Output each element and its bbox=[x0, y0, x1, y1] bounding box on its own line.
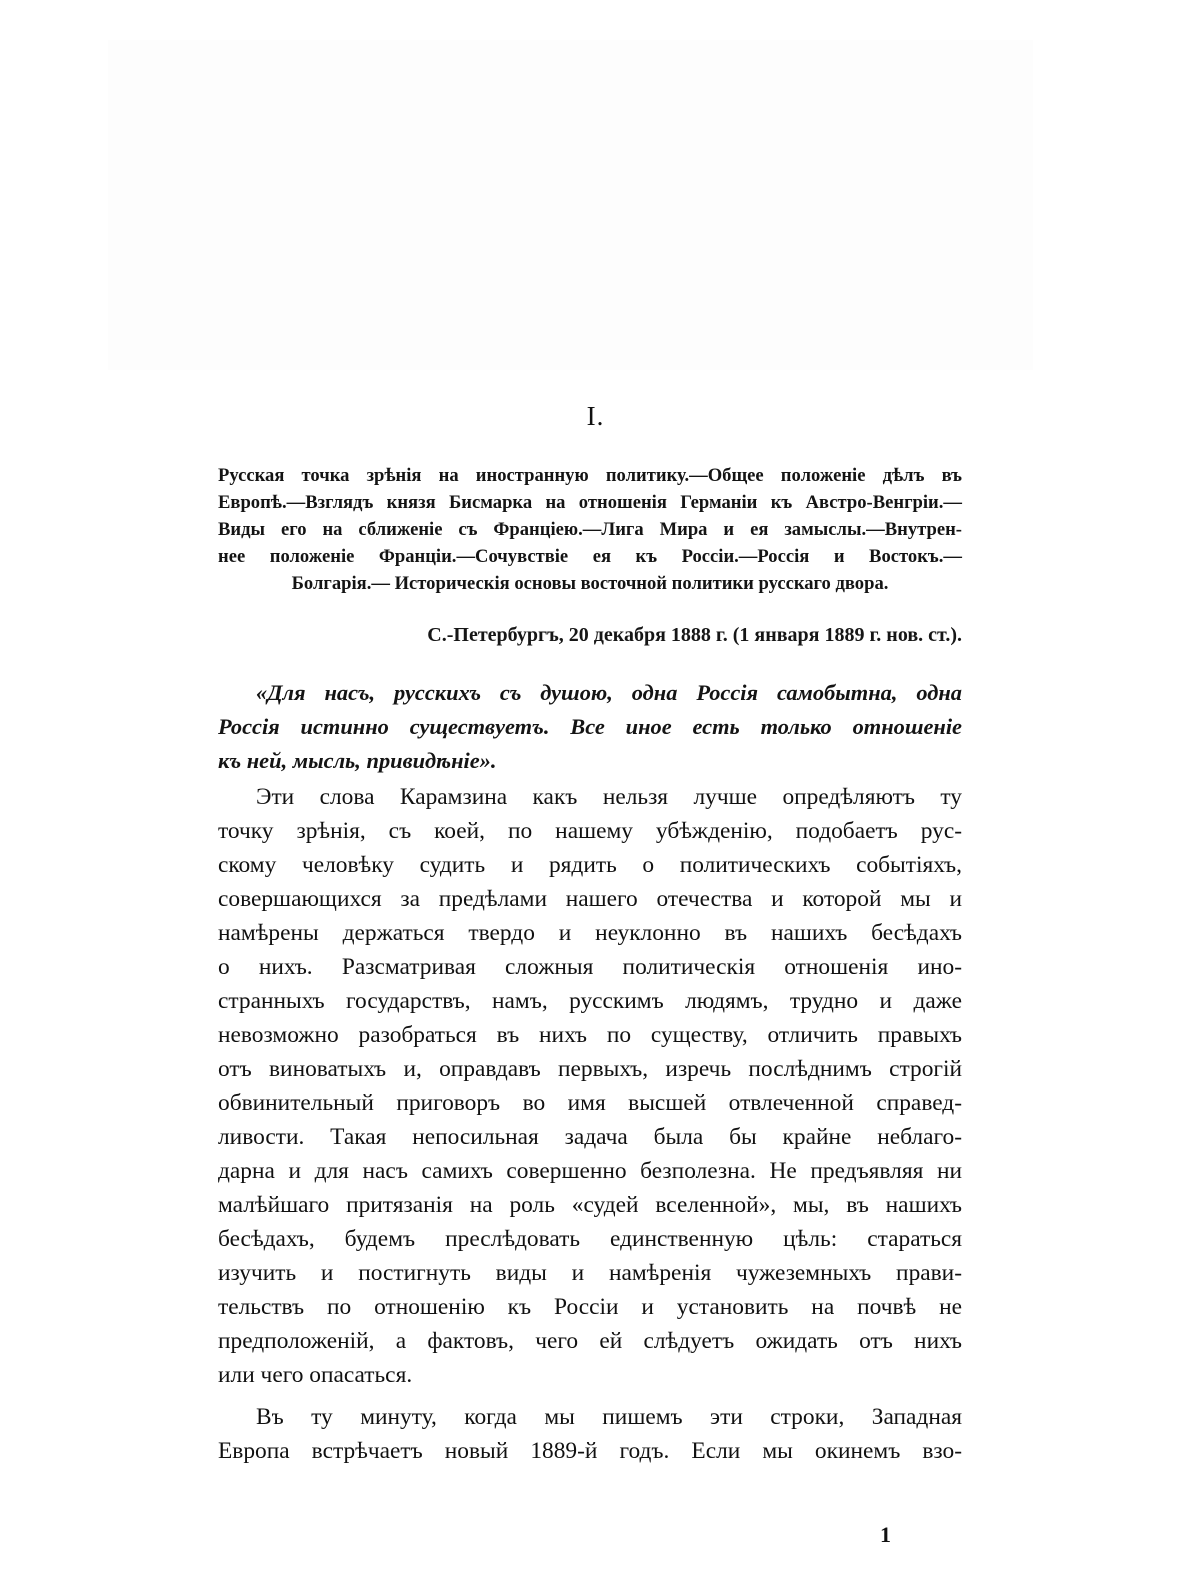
body-text bbox=[218, 780, 962, 1468]
paragraph-line: тельствъ по отношенію къ Россіи и установить на почвѣ не bbox=[218, 1294, 962, 1320]
paragraph-line: Эти слова Карамзина какъ нельзя лучше опредѣляютъ ту bbox=[256, 784, 962, 810]
paragraph-line: малѣйшаго притязанія на роль «судей вселенной», мы, въ нашихъ bbox=[218, 1192, 962, 1218]
paragraph bbox=[218, 1400, 962, 1468]
summary-line: Русская точка зрѣнія на иностранную политику.—Общее положеніе дѣлъ въ bbox=[218, 465, 962, 486]
epigraph-line: «Для насъ, русскихъ съ душою, одна Россія самобытна, одна bbox=[256, 680, 962, 705]
summary-line: Виды его на сближеніе съ Франціею.—Лига Мира и ея замыслы.—Внутрен- bbox=[218, 519, 962, 540]
paragraph-line: странныхъ государствъ, намъ, русскимъ людямъ, трудно и даже bbox=[218, 988, 962, 1014]
page-number: 1 bbox=[880, 1522, 891, 1547]
paragraph-line: совершающихся за предѣлами нашего отечества и которой мы и bbox=[218, 886, 962, 912]
chapter-summary bbox=[218, 462, 962, 597]
paragraph-line: бесѣдахъ, будемъ преслѣдовать единственную цѣль: стараться bbox=[218, 1226, 962, 1252]
epigraph-line: къ ней, мысль, привидѣніе». bbox=[218, 748, 497, 773]
paragraph-line: скому человѣку судить и рядить о политическихъ событіяхъ, bbox=[218, 852, 962, 878]
paragraph-line: изучить и постигнуть виды и намѣренія чужеземныхъ прави- bbox=[218, 1260, 962, 1286]
epigraph-line: Россія истинно существуетъ. Все иное есть только отношеніе bbox=[218, 714, 962, 739]
paragraph-line: о нихъ. Разсматривая сложныя политическія отношенія ино- bbox=[218, 954, 962, 980]
summary-line: нее положеніе Франціи.—Сочувствіе ея къ Россіи.—Россія и Востокъ.— bbox=[218, 546, 962, 567]
epigraph-quote bbox=[218, 676, 962, 778]
paragraph-line: Въ ту минуту, когда мы пишемъ эти строки, Западная bbox=[256, 1404, 962, 1430]
page-top-blank-area bbox=[108, 40, 1033, 370]
summary-line: Европѣ.—Взглядъ князя Бисмарка на отношенія Германіи къ Австро-Венгріи.— bbox=[218, 492, 962, 513]
paragraph-line: предположеній, а фактовъ, чего ей слѣдуетъ ожидать отъ нихъ bbox=[218, 1328, 962, 1354]
paragraph-line: дарна и для насъ самихъ совершенно безполезна. Не предъявляя ни bbox=[218, 1158, 962, 1184]
paragraph-line: Европа встрѣчаетъ новый 1889-й годъ. Если мы окинемъ взо- bbox=[218, 1438, 962, 1464]
summary-line: Болгарія.— Историческія основы восточной политики русскаго двора. bbox=[291, 573, 889, 594]
paragraph-line: обвинительный приговоръ во имя высшей отвлеченной справед- bbox=[218, 1090, 962, 1116]
paragraph-line: или чего опасаться. bbox=[218, 1362, 413, 1388]
dateline: С.-Петербургъ, 20 декабря 1888 г. (1 января 1889 г. нов. ст.). bbox=[427, 624, 962, 646]
paragraph-spacer bbox=[218, 1392, 962, 1400]
paragraph-line: точку зрѣнія, съ коей, по нашему убѣжденію, подобаетъ рус- bbox=[218, 818, 962, 844]
paragraph-line: намѣрены держаться твердо и неуклонно въ нашихъ бесѣдахъ bbox=[218, 920, 962, 946]
paragraph-line: невозможно разобраться въ нихъ по существу, отличить правыхъ bbox=[218, 1022, 962, 1048]
paragraph bbox=[218, 780, 962, 1392]
paragraph-line: отъ виноватыхъ и, оправдавъ первыхъ, изречь послѣднимъ строгій bbox=[218, 1056, 962, 1082]
paragraph-line: ливости. Такая непосильная задача была бы крайне неблаго- bbox=[218, 1124, 962, 1150]
chapter-number: I. bbox=[586, 401, 605, 431]
